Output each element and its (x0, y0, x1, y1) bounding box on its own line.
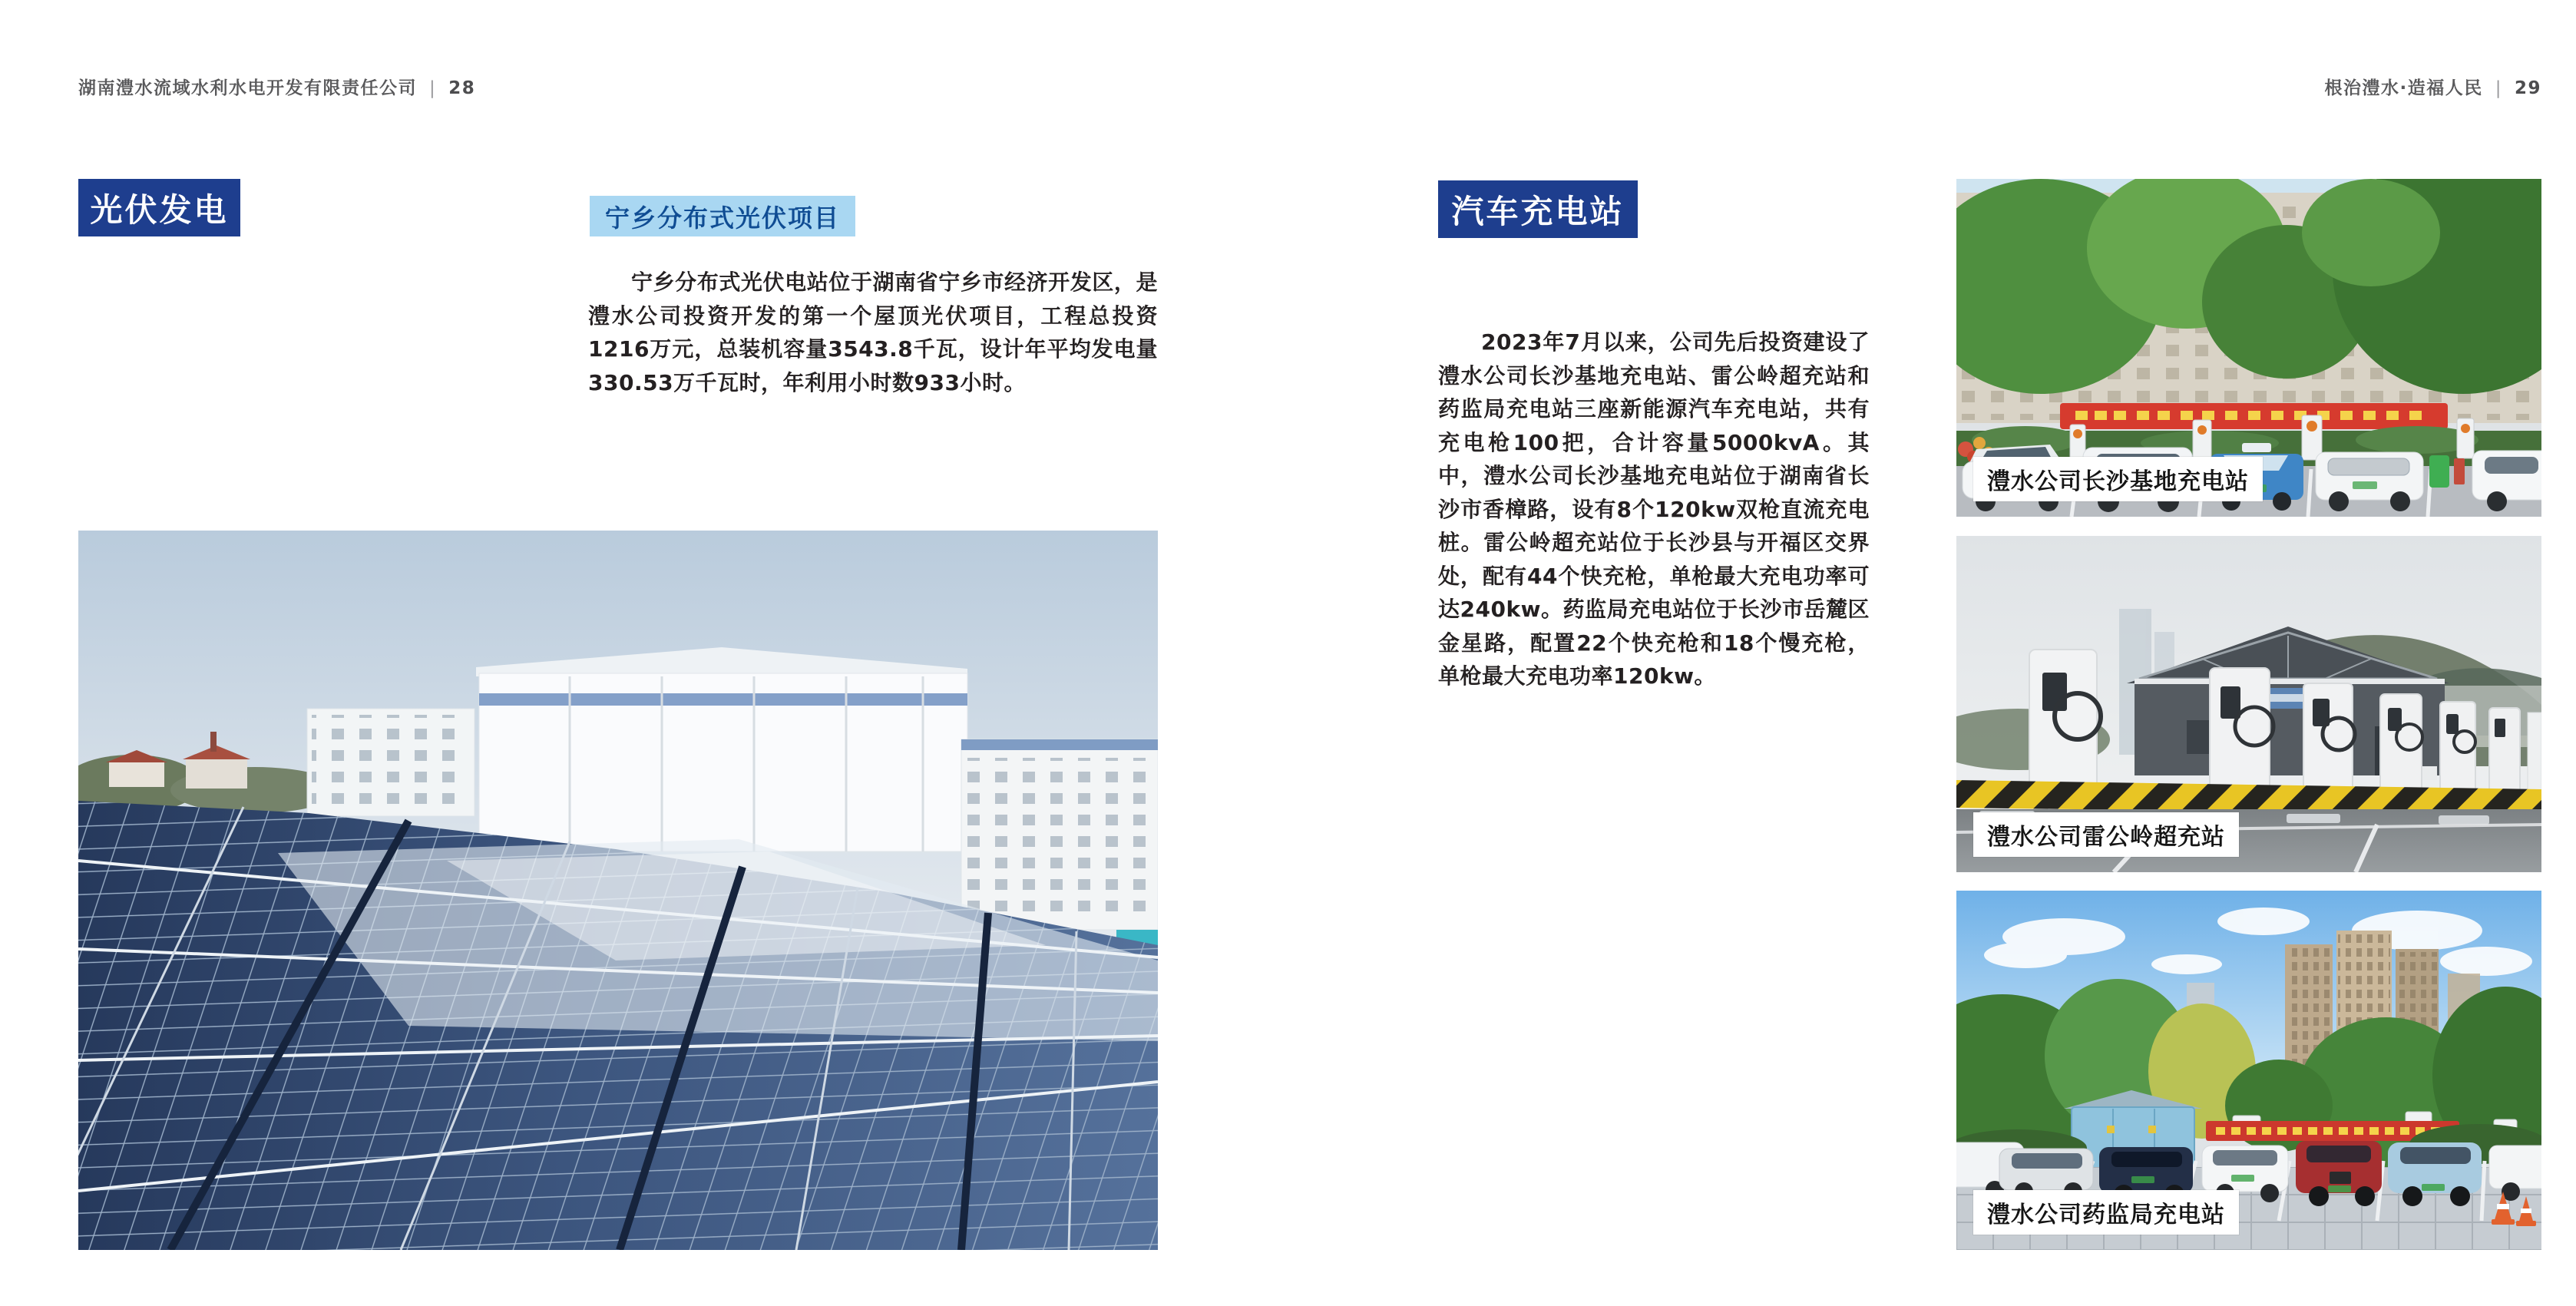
paragraph-ev: 2023年7月以来，公司先后投资建设了澧水公司长沙基地充电站、雷公岭超充站和药监局充电站三座新能源汽车充电站，共有充电枪100把，合计容量5000kvA。其中，澧水公司长沙基地充电站位于湖南省长沙市香樟路，设有8个120kw双枪直流充电桩。雷公岭超充站位于长沙县与开福区交界处，配有44个快充枪，单枪最大充电功率可达240kw。药监局充电站位于长沙市岳麓区金星路，配置22个快充枪和18个慢充枪，单枪最大充电功率120kw。 (1438, 329, 1870, 689)
page-number-right: 29 (2514, 78, 2541, 98)
section-title-ev-charging: 汽车充电站 (1438, 180, 1638, 238)
trash-bin (2429, 455, 2465, 488)
yaojianju-station-photo (1956, 891, 2541, 1250)
leigongling-supercharge-photo (1956, 536, 2541, 872)
header-separator: | (2495, 78, 2502, 98)
header-left (78, 74, 475, 99)
building-windows (967, 758, 1152, 911)
paragraph-pv: 宁乡分布式光伏电站位于湖南省宁乡市经济开发区，是澧水公司投资开发的第一个屋顶光伏项目，工程总投资1216万元，总装机容量3543.8千瓦，设计年平均发电量330.53万千瓦时，年利用小时数933小时。 (588, 269, 1158, 395)
distant-house (186, 758, 247, 789)
slogan: 根治澧水·造福人民 (2324, 78, 2483, 98)
building-right-band (961, 739, 1158, 750)
changsha-base-station-photo (1956, 179, 2541, 517)
rooftop-solar-panels-photo (78, 531, 1158, 1250)
photo-caption-changsha-base: 澧水公司长沙基地充电站 (1973, 457, 2263, 501)
solar-photo-illustration (78, 531, 1158, 1250)
photo-caption-leigongling: 澧水公司雷公岭超充站 (1973, 812, 2239, 857)
chimney (210, 732, 217, 752)
distant-house (109, 761, 164, 787)
section-title-photovoltaic: 光伏发电 (78, 179, 240, 236)
header-right (2324, 74, 2541, 99)
building-windows (312, 715, 470, 810)
warehouse-blue-stripe (479, 693, 967, 706)
company-name: 湖南澧水流域水利水电开发有限责任公司 (78, 78, 417, 98)
banner-text-marks (2216, 1127, 2440, 1135)
page-number-left: 28 (448, 78, 476, 98)
trees (1956, 179, 2541, 394)
photo-caption-yaojianju: 澧水公司药监局充电站 (1973, 1190, 2239, 1235)
subsection-title-ningxiang-pv: 宁乡分布式光伏项目 (590, 196, 855, 236)
header-separator: | (429, 78, 437, 98)
